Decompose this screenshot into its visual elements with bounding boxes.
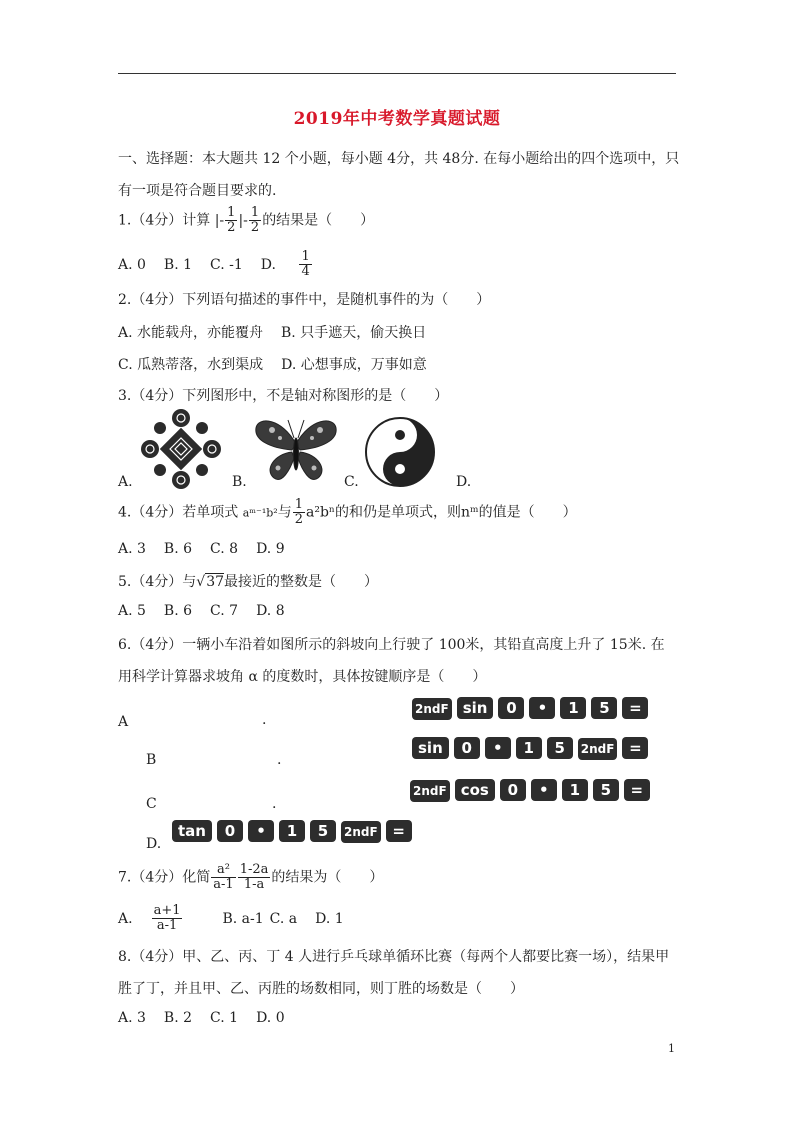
q1-option-a: A. 0 — [118, 256, 146, 273]
q7-fraction-1 — [211, 863, 235, 892]
q1-option-d — [261, 250, 348, 279]
q7-option-a-fraction — [152, 904, 201, 933]
header-rule — [118, 73, 676, 74]
question-6-line1: 6.（4分）一辆小车沿着如图所示的斜坡向上行驶了 100米，其铅直高度上升了 15米. 在 — [118, 637, 665, 653]
question-3-stem: 3.（4分）下列图形中，不是轴对称图形的是（ ） — [118, 388, 449, 404]
q1-option-d-den: 4 — [301, 264, 310, 279]
q1-stem-prefix: 1.（4分）计算 |- — [118, 212, 225, 229]
calculator-key: 5 — [591, 697, 617, 719]
q5-option-a: A. 5 — [118, 603, 146, 619]
calculator-key: 0 — [217, 820, 243, 842]
sqrt-icon: √ — [196, 574, 206, 590]
page-title: 2019年中考数学真题试题 — [293, 109, 501, 129]
q1-option-b: B. 1 — [163, 256, 193, 273]
q6-option-b-keys — [412, 737, 653, 760]
q8-option-a: A. 3 — [118, 1010, 146, 1026]
q7-frac2-den: 1-a — [243, 877, 265, 892]
calculator-key: = — [624, 779, 650, 801]
q7-stem-prefix: 7.（4分）化简 — [118, 869, 211, 886]
question-4-stem — [118, 498, 577, 527]
question-2-stem: 2.（4分）下列语句描述的事件中，是随机事件的为（ ） — [118, 292, 491, 308]
q6-option-d-label: D. — [146, 836, 162, 852]
calculator-key: cos — [455, 779, 495, 801]
calculator-key: = — [386, 820, 412, 842]
q6-option-c-keys — [410, 779, 655, 802]
butterfly-figure — [252, 414, 340, 486]
q8-option-c: C. 1 — [210, 1010, 239, 1026]
calculator-key: tan — [172, 820, 212, 842]
calculator-key: 5 — [547, 737, 573, 759]
q6-option-c-dot: . — [272, 796, 277, 812]
q4-fraction — [293, 498, 305, 527]
calculator-key: 1 — [516, 737, 542, 759]
q1-option-c: C. -1 — [210, 256, 243, 273]
q7-option-a-den: a-1 — [156, 918, 178, 933]
q4-frac-den: 2 — [294, 512, 303, 527]
q6-option-b-dot: . — [277, 752, 282, 768]
calculator-key: • — [248, 820, 274, 842]
q6-option-a-label: A — [118, 714, 129, 730]
q2-option-a: A. 水能载舟，亦能覆舟 — [118, 325, 264, 341]
question-7-options — [118, 904, 362, 933]
q7-fraction-2 — [238, 863, 271, 892]
calculator-key: 1 — [560, 697, 586, 719]
calculator-key: 0 — [500, 779, 526, 801]
q7-option-a-num: a+1 — [153, 903, 181, 918]
q6-option-c-label: C — [146, 796, 157, 812]
q3-option-c: C. — [344, 474, 359, 490]
question-7-stem — [118, 863, 383, 892]
calculator-key: 1 — [279, 820, 305, 842]
q1-option-d-num: 1 — [301, 249, 310, 264]
q7-frac2-num: 1-2a — [239, 862, 269, 877]
calculator-key: 5 — [593, 779, 619, 801]
question-8-options — [118, 1010, 303, 1026]
q5-option-d: D. 8 — [256, 603, 285, 619]
q4-term2: a²bⁿ — [305, 504, 335, 521]
yin-yang-figure — [364, 416, 436, 488]
calculator-key: 1 — [562, 779, 588, 801]
q5-radical: 37 — [206, 574, 225, 590]
q1-stem-mid: |- — [238, 212, 248, 229]
calculator-key: = — [622, 737, 648, 759]
calculator-key: 0 — [498, 697, 524, 719]
question-1-options — [118, 250, 366, 279]
q7-option-a — [118, 904, 218, 933]
question-8-line2: 胜了丁，并且甲、乙、丙胜的场数相同，则丁胜的场数是（ ） — [118, 981, 524, 997]
q3-option-b: B. — [232, 474, 247, 490]
calculator-key: 2ndF — [341, 821, 381, 843]
q4-term1: aᵐ⁻¹b² — [242, 506, 278, 520]
q4-stem-suffix: 的和仍是单项式，则nᵐ的值是（ ） — [334, 504, 577, 521]
q1-frac2-den: 2 — [250, 220, 260, 235]
calculator-key: 2ndF — [578, 738, 618, 760]
question-5-options — [118, 603, 303, 619]
q4-option-b: B. 6 — [163, 541, 193, 557]
q2-option-d: D. 心想事成，万事如意 — [281, 357, 427, 373]
q7-frac1-den: a-1 — [213, 877, 234, 892]
q1-frac1-num: 1 — [227, 205, 236, 220]
calculator-key: sin — [412, 737, 449, 759]
q7-option-d: D. 1 — [315, 910, 344, 927]
q7-frac1-num: a² — [211, 863, 235, 878]
question-2-options-row2 — [118, 354, 445, 374]
calculator-key: • — [485, 737, 511, 759]
q3-option-d: D. — [456, 474, 472, 490]
calculator-key: 0 — [454, 737, 480, 759]
q8-option-d: D. 0 — [256, 1010, 285, 1026]
calculator-key: • — [529, 697, 555, 719]
calculator-key: sin — [457, 697, 494, 719]
q1-option-d-label: D. — [260, 256, 276, 273]
question-1-stem — [118, 206, 374, 235]
q4-option-d: D. 9 — [256, 541, 285, 557]
q4-stem-prefix: 4.（4分）若单项式 — [118, 504, 239, 521]
q2-option-b: B. 只手遮天，偷天换日 — [281, 325, 427, 341]
question-5-stem — [118, 571, 378, 591]
q1-frac1-den: 2 — [227, 220, 236, 235]
question-6-line2: 用科学计算器求坡角 α 的度数时，具体按键顺序是（ ） — [118, 669, 487, 685]
calculator-key: 5 — [310, 820, 336, 842]
q6-option-b-label: B — [146, 752, 157, 768]
calculator-key: 2ndF — [410, 780, 450, 802]
q4-option-c: C. 8 — [210, 541, 239, 557]
q5-stem-prefix: 5.（4分）与 — [118, 574, 197, 590]
section-intro-line1: 一、选择题：本大题共 12 个小题，每小题 4分，共 48分. 在每小题给出的四个选项中，只 — [118, 151, 680, 167]
q5-option-b: B. 6 — [163, 603, 193, 619]
q5-stem-suffix: 最接近的整数是（ ） — [224, 574, 379, 590]
question-4-options — [118, 541, 303, 557]
calculator-key: • — [531, 779, 557, 801]
q7-stem-suffix: 的结果为（ ） — [271, 869, 384, 886]
q8-option-b: B. 2 — [163, 1010, 193, 1026]
q4-frac-num: 1 — [294, 497, 303, 512]
q1-fraction-2 — [249, 206, 261, 235]
q1-option-d-fraction — [299, 250, 329, 279]
q4-option-a: A. 3 — [118, 541, 146, 557]
q6-option-a-dot: . — [262, 712, 267, 728]
calculator-key: 2ndF — [412, 698, 452, 720]
q1-stem-suffix: 的结果是（ ） — [262, 212, 375, 229]
chinese-knot-figure — [140, 408, 222, 490]
question-2-options-row1 — [118, 322, 444, 342]
question-8-line1: 8.（4分）甲、乙、丙、丁 4 人进行乒乓球单循环比赛（每两个人都要比赛一场），结果甲 — [118, 949, 670, 965]
calculator-key: = — [622, 697, 648, 719]
q7-option-b: B. a-1 — [222, 910, 264, 927]
section-intro-line2: 有一项是符合题目要求的. — [118, 183, 277, 199]
q6-option-d-keys — [172, 820, 417, 843]
q1-frac2-num: 1 — [250, 205, 260, 220]
q6-option-a-keys — [412, 697, 653, 720]
page-number: 1 — [668, 1042, 675, 1055]
q5-option-c: C. 7 — [210, 603, 239, 619]
q2-option-c: C. 瓜熟蒂落，水到渠成 — [118, 357, 264, 373]
q3-option-a: A. — [118, 474, 133, 490]
q7-option-a-label: A. — [118, 910, 133, 927]
q7-option-c: C. a — [269, 910, 298, 927]
q4-connector: 与 — [277, 504, 292, 521]
q1-fraction-1 — [225, 206, 237, 235]
